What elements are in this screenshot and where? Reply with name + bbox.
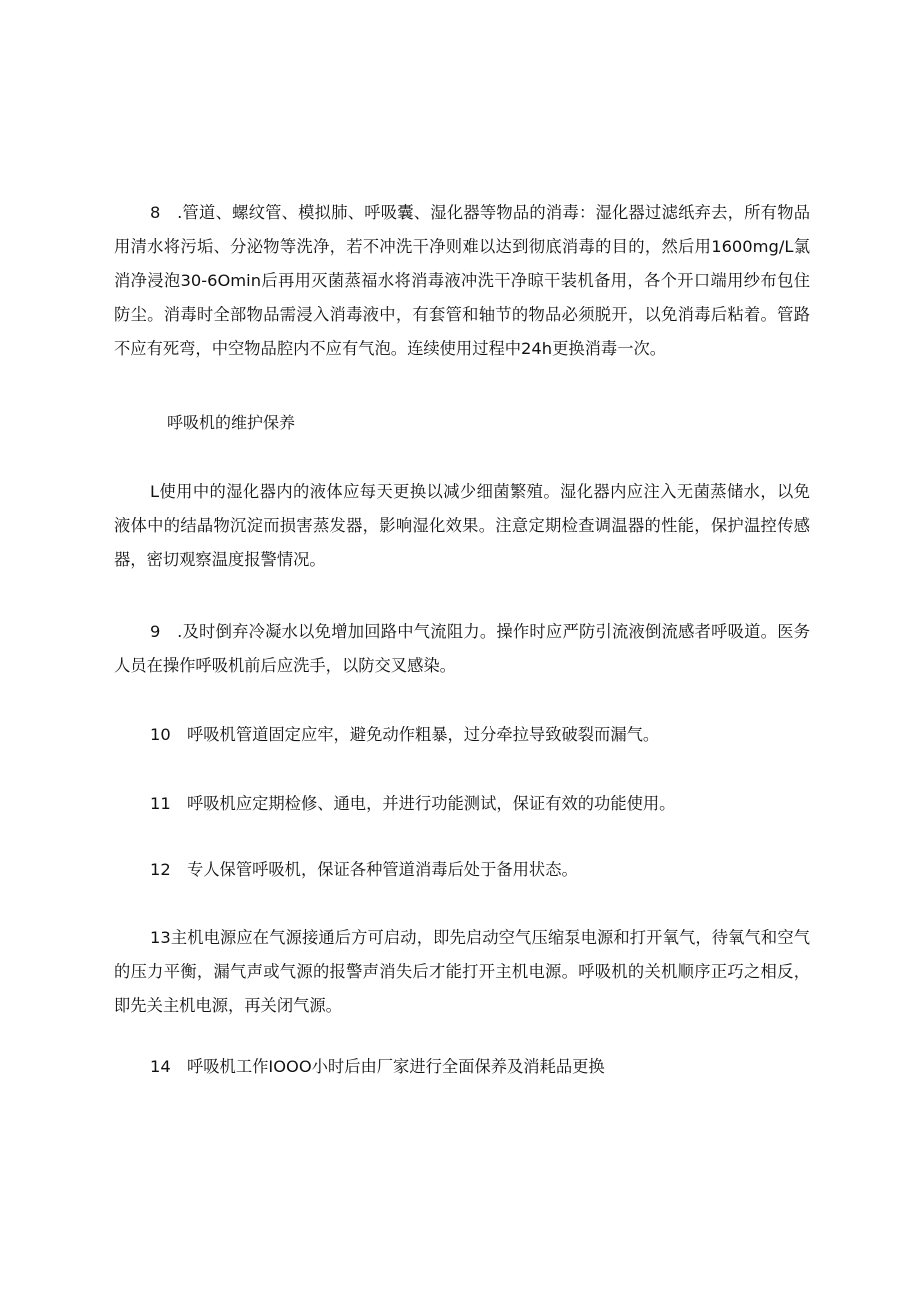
paragraph-14-service: 14 呼吸机工作IOOO小时后由厂家进行全面保养及消耗品更换: [150, 1057, 605, 1076]
paragraph-13-power-sequence: 13主机电源应在气源接通后方可启动，即先启动空气压缩泵电源和打开氧气，待氧气和空气的压力平衡，漏气声或气源的报警声消失后才能打开主机电源。呼吸机的关机顺序正巧之相反，即先关主机电源，再关闭气源。: [114, 928, 810, 1015]
paragraph-12-custody: 12 专人保管呼吸机，保证各种管道消毒后处于备用状态。: [150, 860, 578, 879]
paragraph-10-tubing: 10 呼吸机管道固定应牢，避免动作粗暴，过分牵拉导致破裂而漏气。: [150, 725, 660, 744]
paragraph-11-inspection: 11 呼吸机应定期检修、通电，并进行功能测试，保证有效的功能使用。: [150, 794, 676, 813]
paragraph-humidifier: L使用中的湿化器内的液体应每天更换以减少细菌繁殖。湿化器内应注入无菌蒸储水，以免液体中的结晶物沉淀而损害蒸发器，影响湿化效果。注意定期检查调温器的性能，保护温控传感器，密切观察温度报警情况。: [114, 482, 810, 569]
paragraph-9-condensate: 9 .及时倒弃冷凝水以免增加回路中气流阻力。操作时应严防引流液倒流感者呼吸道。医务人员在操作呼吸机前后应洗手，以防交叉感染。: [114, 622, 810, 675]
paragraph-8-disinfection: 8 .管道、螺纹管、模拟肺、呼吸囊、湿化器等物品的消毒：湿化器过滤纸弃去，所有物品用清水将污垢、分泌物等洗净，若不冲洗干净则难以达到彻底消毒的目的，然后用1600mg/L氯消净浸泡30-6Omin后再用灭菌蒸福水将消毒液冲洗干净晾干装机备用，各个开口端用纱布包住防尘。消毒时全部物品需浸入消毒液中，有套管和轴节的物品必须脱开，以免消毒后粘着。管路不应有死弯，中空物品腔内不应有气泡。连续使用过程中24h更换消毒一次。: [114, 203, 810, 358]
section-heading-maintenance: 呼吸机的维护保养: [167, 413, 296, 432]
